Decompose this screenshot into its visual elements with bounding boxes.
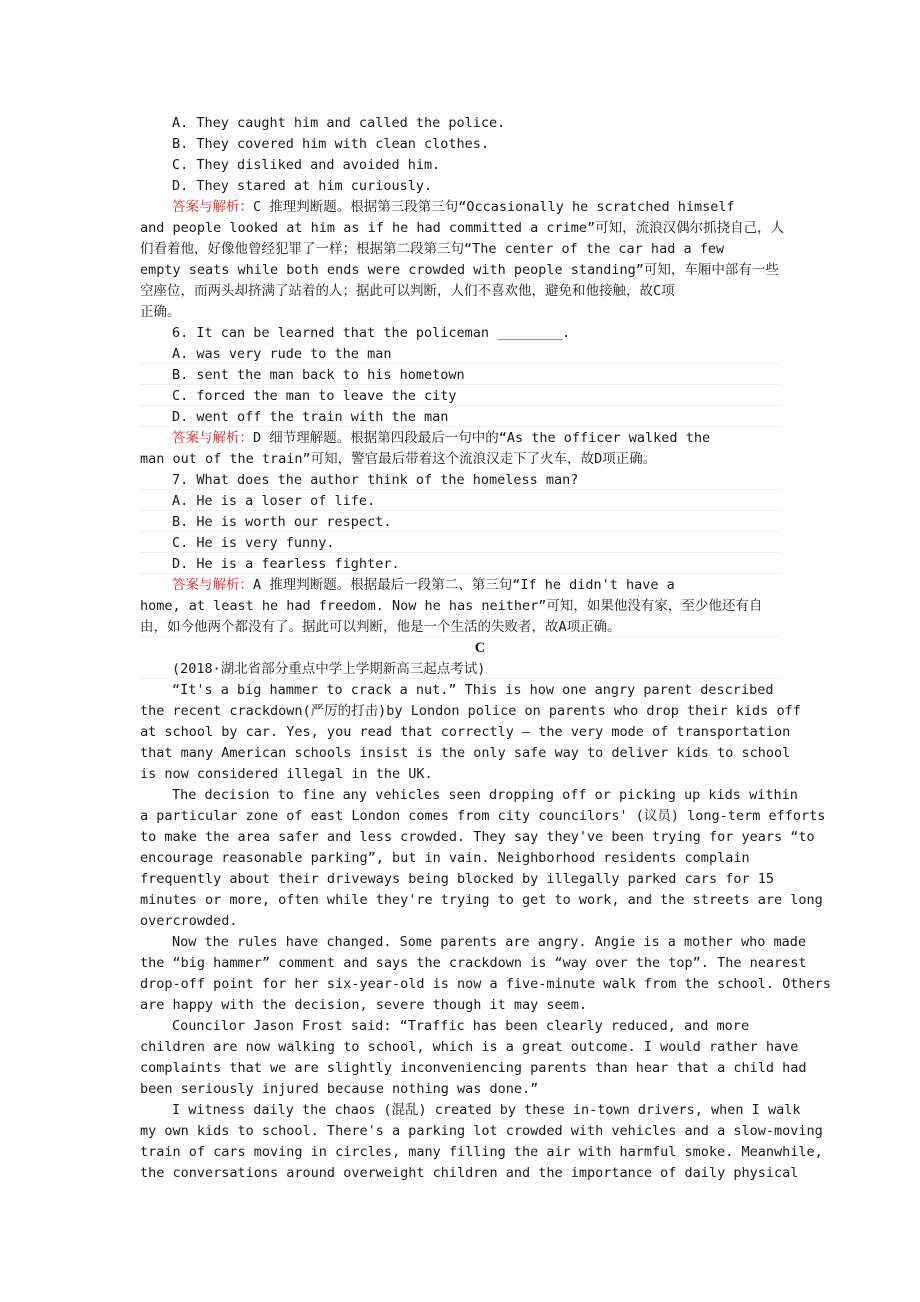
q6-answer-label: 答案与解析： [172, 430, 253, 446]
passage-line: frequently about their driveways being blocked by illegally parked cars for 15 [140, 871, 774, 887]
q6-option-a: A. was very rude to the man [140, 344, 820, 365]
passage-line: are happy with the decision, severe though it may seem. [140, 997, 588, 1013]
passage-line: children are now walking to school, which is a great outcome. I would rather have [140, 1039, 799, 1055]
q7-answer-line-2: home, at least he had freedom. Now he has neither”可知，如果他没有家，至少他还有自 [140, 598, 763, 614]
passage-line: Now the rules have changed. Some parents are angry. Angie is a mother who made [172, 934, 806, 950]
q7-option-d: D. He is a fearless fighter. [140, 554, 820, 575]
passage-line: my own kids to school. There's a parking lot crowded with vehicles and a slow-moving [140, 1123, 823, 1139]
q7-option-c: C. He is very funny. [140, 533, 820, 554]
passage-line: a particular zone of east London comes from city councilors' (议员) long-term efforts [140, 808, 826, 824]
passage-line: complaints that we are slightly inconveniencing parents than hear that a child had [140, 1060, 807, 1076]
q5-answer-line-1: 答案与解析：C 推理判断题。根据第三段第三句“Occasionally he scratched himself [172, 199, 735, 215]
q5-option-b: B. They covered him with clean clothes. [172, 136, 489, 152]
q7-option-b: B. He is worth our respect. [140, 512, 820, 533]
q5-option-a: A. They caught him and called the police. [172, 115, 506, 131]
section-letter: C [474, 640, 486, 656]
q5-answer-line-4: empty seats while both ends were crowded with people standing”可知，车厢中部有一些 [140, 262, 779, 278]
passage-line: I witness daily the chaos (混乱) created by these in-town drivers, when I walk [172, 1102, 801, 1118]
passage-line: “It's a big hammer to crack a nut.” This is how one angry parent described [172, 682, 774, 698]
passage-line: to make the area safer and less crowded. They say they've been trying for years “to [140, 829, 815, 845]
passage-line: the conversations around overweight children and the importance of daily physical [140, 1165, 799, 1181]
q6-answer-line-1: 答案与解析：D 细节理解题。根据第四段最后一句中的“As the officer walked the [172, 430, 711, 446]
passage-line: is now considered illegal in the UK. [140, 766, 433, 782]
q5-answer-line-2: and people looked at him as if he had committed a crime”可知，流浪汉偶尔抓挠自己，人 [140, 220, 785, 236]
document-page [140, 113, 831, 1184]
q7-stem: 7. What does the author think of the homeless man? [140, 470, 820, 491]
q5-answer-line-3: 们看着他，好像他曾经犯罪了一样；根据第二段第三句“The center of the car had a few [140, 241, 725, 257]
q5-answer-line-6: 正确。 [140, 304, 181, 320]
passage-line: encourage reasonable parking”, but in vain. Neighborhood residents complain [140, 850, 750, 866]
q5-answer-line-5: 空座位，而两头却挤满了站着的人；据此可以判断，人们不喜欢他，避免和他接触，故C项 [140, 283, 675, 299]
q6-option-c: C. forced the man to leave the city [140, 386, 820, 407]
q6-answer-line-2: man out of the train”可知，警官最后带着这个流浪汉走下了火车，故D项正确。 [140, 451, 657, 467]
passage-line: at school by car. Yes, you read that correctly — the very mode of transportation [140, 724, 791, 740]
q5-option-c: C. They disliked and avoided him. [172, 157, 441, 173]
passage-line: drop-off point for her six-year-old is now a five-minute walk from the school. Others [140, 976, 831, 992]
passage-line: the recent crackdown(严厉的打击)by London police on parents who drop their kids off [140, 703, 801, 719]
passage-line: Councilor Jason Frost said: “Traffic has been clearly reduced, and more [172, 1018, 750, 1034]
q7-answer-label: 答案与解析： [172, 577, 253, 593]
passage-line: the “big hammer” comment and says the crackdown is “way over the top”. The nearest [140, 955, 807, 971]
passage-line: minutes or more, often while they're trying to get to work, and the streets are long [140, 892, 823, 908]
passage-line: overcrowded. [140, 913, 238, 929]
q7-option-a: A. He is a loser of life. [140, 491, 820, 512]
q6-option-d: D. went off the train with the man [140, 407, 820, 428]
passage-source: (2018·湖北省部分重点中学上学期新高三起点考试) [140, 659, 820, 680]
passage-line: The decision to fine any vehicles seen dropping off or picking up kids within [172, 787, 798, 803]
q7-answer-line-3: 由，如今他两个都没有了。据此可以判断，他是一个生活的失败者，故A项正确。 [140, 617, 820, 638]
q5-answer-label: 答案与解析： [172, 199, 253, 215]
passage-line: train of cars moving in circles, many filling the air with harmful smoke. Meanwhile, [140, 1144, 823, 1160]
passage-line: that many American schools insist is the only safe way to deliver kids to school [140, 745, 791, 761]
q6-stem: 6. It can be learned that the policeman ________. [172, 325, 571, 341]
q5-option-d: D. They stared at him curiously. [172, 178, 433, 194]
q6-option-b: B. sent the man back to his hometown [140, 365, 820, 386]
passage-line: been seriously injured because nothing was done.” [140, 1081, 539, 1097]
q7-answer-line-1: 答案与解析：A 推理判断题。根据最后一段第二、第三句“If he didn't have a [172, 577, 675, 593]
